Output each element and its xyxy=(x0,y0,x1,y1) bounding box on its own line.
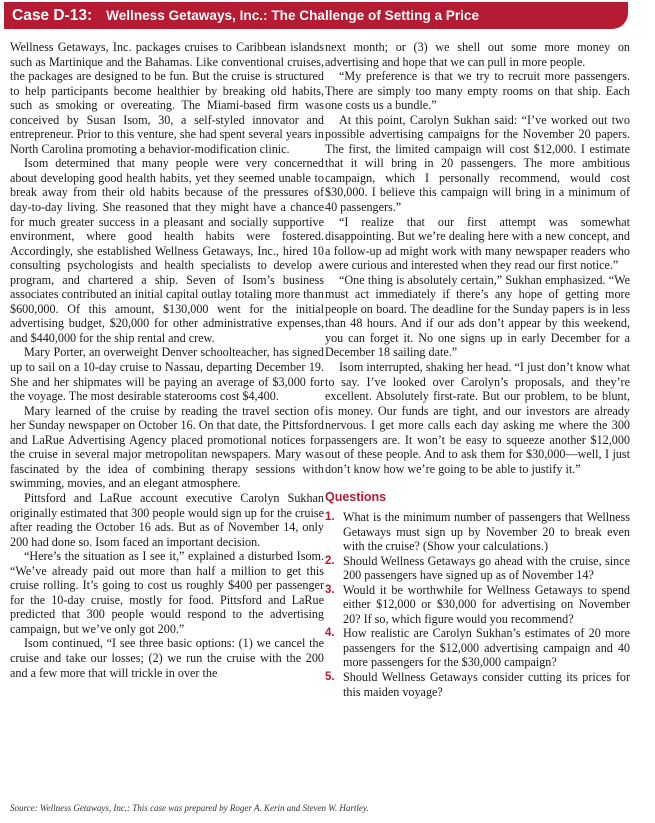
paragraph: “Here’s the situation as I see it,” explained a disturbed Isom. “We’ve already paid out more than half a million to get this cruise rolling. It’s going to cost us roughly $400 per passenger for the 10-day cruise, mostly for food. Pittsford and LaRue predicted that 300 people would respond to the advertising campaign, but we’ve only got 200.” xyxy=(10,549,324,636)
question-item xyxy=(325,670,630,699)
question-number: 2. xyxy=(325,554,335,567)
question-item xyxy=(325,626,630,670)
paragraph: “I realize that our first attempt was somewhat disappointing. But we’re dealing here with a new concept, and a follow-up ad might work with many newspaper readers who were curious and interested when they read our first notice.” xyxy=(325,214,630,273)
question-text: Would it be worthwhile for Wellness Getaways to spend either $12,000 or $30,000 for advertising on November 20? If so, which figure would you recommend? xyxy=(343,582,630,626)
right-text-column xyxy=(325,40,630,699)
question-text: Should Wellness Getaways consider cutting its prices for this maiden voyage? xyxy=(343,669,630,699)
paragraph: Isom interrupted, shaking her head. “I just don’t know what to say. I’ve looked over Carolyn’s proposals, and they’re excellent. Absolutely first-rate. But our problem, to be blunt, is money. Our funds are tight, and our investors are already nervous. I get more calls each day asking me where the 300 passengers are. It won’t be easy to squeeze another $12,000 out of these people. And to ask them for $30,000—well, I just don’t know how we’re going to be able to justify it.” xyxy=(325,360,630,476)
paragraph: Mary learned of the cruise by reading the travel section of her Sunday newspaper on October 16. On that date, the Pittsford and LaRue Advertising Agency placed promotional notices for the cruise in several major metropolitan newspapers. Mary was fascinated by the idea of combining therapy sessions with swimming, movies, and an elegant atmosphere. xyxy=(10,403,324,491)
case-title: Wellness Getaways, Inc.: The Challenge of Setting a Price xyxy=(106,8,480,23)
paragraph: “My preference is that we try to recruit more passengers. There are simply too many empty rooms on that ship. Each one costs us a bundle.” xyxy=(325,69,630,113)
questions-heading: Questions xyxy=(325,490,387,505)
case-number: Case D-13: xyxy=(12,6,93,24)
paragraph: At this point, Carolyn Sukhan said: “I’ve worked out two possible advertising campaigns for the November 20 papers. The first, the limited campaign will cost $12,000. I estimate that it will bring in 20 passengers. The more ambitious campaign, which I personally recommend, would cost $30,000. I believe this campaign will bring in a minimum of 40 passengers.” xyxy=(325,112,630,215)
source-note: Source: Wellness Getaways, Inc.: This case was prepared by Roger A. Kerin and Steven W. Hartley. xyxy=(10,803,369,813)
paragraph: Isom continued, “I see three basic options: (1) we cancel the cruise and take our losses; (2) we run the cruise with the 200 and a few more that will trickle in over the xyxy=(10,636,324,680)
question-number: 1. xyxy=(325,510,335,523)
paragraph: Wellness Getaways, Inc. packages cruises to Caribbean islands such as Martinique and the Bahamas. Like conventional cruises, the packages are designed to be fun. But the cruise is structured to help participants become healthier by breaking old habits, such as smoking or overeating. The Miami-based firm was conceived by Susan Isom, 30, a self-styled innovator and entrepreneur. Prior to this venture, she had spent several years in North Carolina promoting a behavior-modification clinic. xyxy=(10,40,324,156)
paragraph: Mary Porter, an overweight Denver schoolteacher, has signed up to sail on a 10-day cruise to Nassau, departing December 19. She and her shipmates will be paying an average of $3,000 for the voyage. The most desirable staterooms cost $4,400. xyxy=(10,345,324,404)
paragraph: next month; or (3) we shell out some more money on advertising and hope that we can pull in more people. xyxy=(325,40,630,69)
paragraph: Pittsford and LaRue account executive Carolyn Sukhan originally estimated that 300 people would sign up for the cruise after reading the October 16 ads. But as of November 14, only 200 had done so. Isom faced an important decision. xyxy=(10,490,324,549)
left-text-column xyxy=(10,40,324,680)
question-item xyxy=(325,554,630,583)
question-text: How realistic are Carolyn Sukhan’s estimates of 20 more passengers for the $12,000 advertising campaign and 40 more passengers for the $30,000 campaign? xyxy=(343,626,630,670)
paragraph: “One thing is absolutely certain,” Sukhan emphasized. “We must act immediately if there’s any hope of getting more people on board. The deadline for the Sunday papers is in less than 48 hours. And if our ads don’t appear by this weekend, you can forget it. No one signs up in early December for a December 18 sailing date.” xyxy=(325,272,630,360)
question-number: 3. xyxy=(325,583,335,596)
question-item xyxy=(325,583,630,627)
question-text: Should Wellness Getaways go ahead with the cruise, since 200 passengers have signed up as of November 14? xyxy=(343,553,630,583)
question-number: 4. xyxy=(325,627,335,640)
question-number: 5. xyxy=(325,670,335,683)
question-text: What is the minimum number of passengers that Wellness Getaways must sign up by November 20 to break even with the cruise? (Show your calculations.) xyxy=(343,509,630,554)
questions-list xyxy=(325,510,630,699)
question-item xyxy=(325,510,630,554)
case-header-banner xyxy=(4,2,628,29)
paragraph: Isom determined that many people were very concerned about developing good health habits, yet they seemed unable to break away from their old habits because of the pressures of day-to-day living. She reasoned that they might have a chance for much greater success in a pleasant and socially supportive environment, where good health habits were fostered. Accordingly, she established Wellness Getaways, Inc., hired 10 consulting psychologists and health specialists to develop a program, and chartered a ship. Seven of Isom’s business associates contributed an initial capital outlay totaling more than $600,000. Of this amount, $130,000 went for the initial advertising budget, $20,000 for other administrative expenses, and $440,000 for the ship rental and crew. xyxy=(10,156,324,345)
